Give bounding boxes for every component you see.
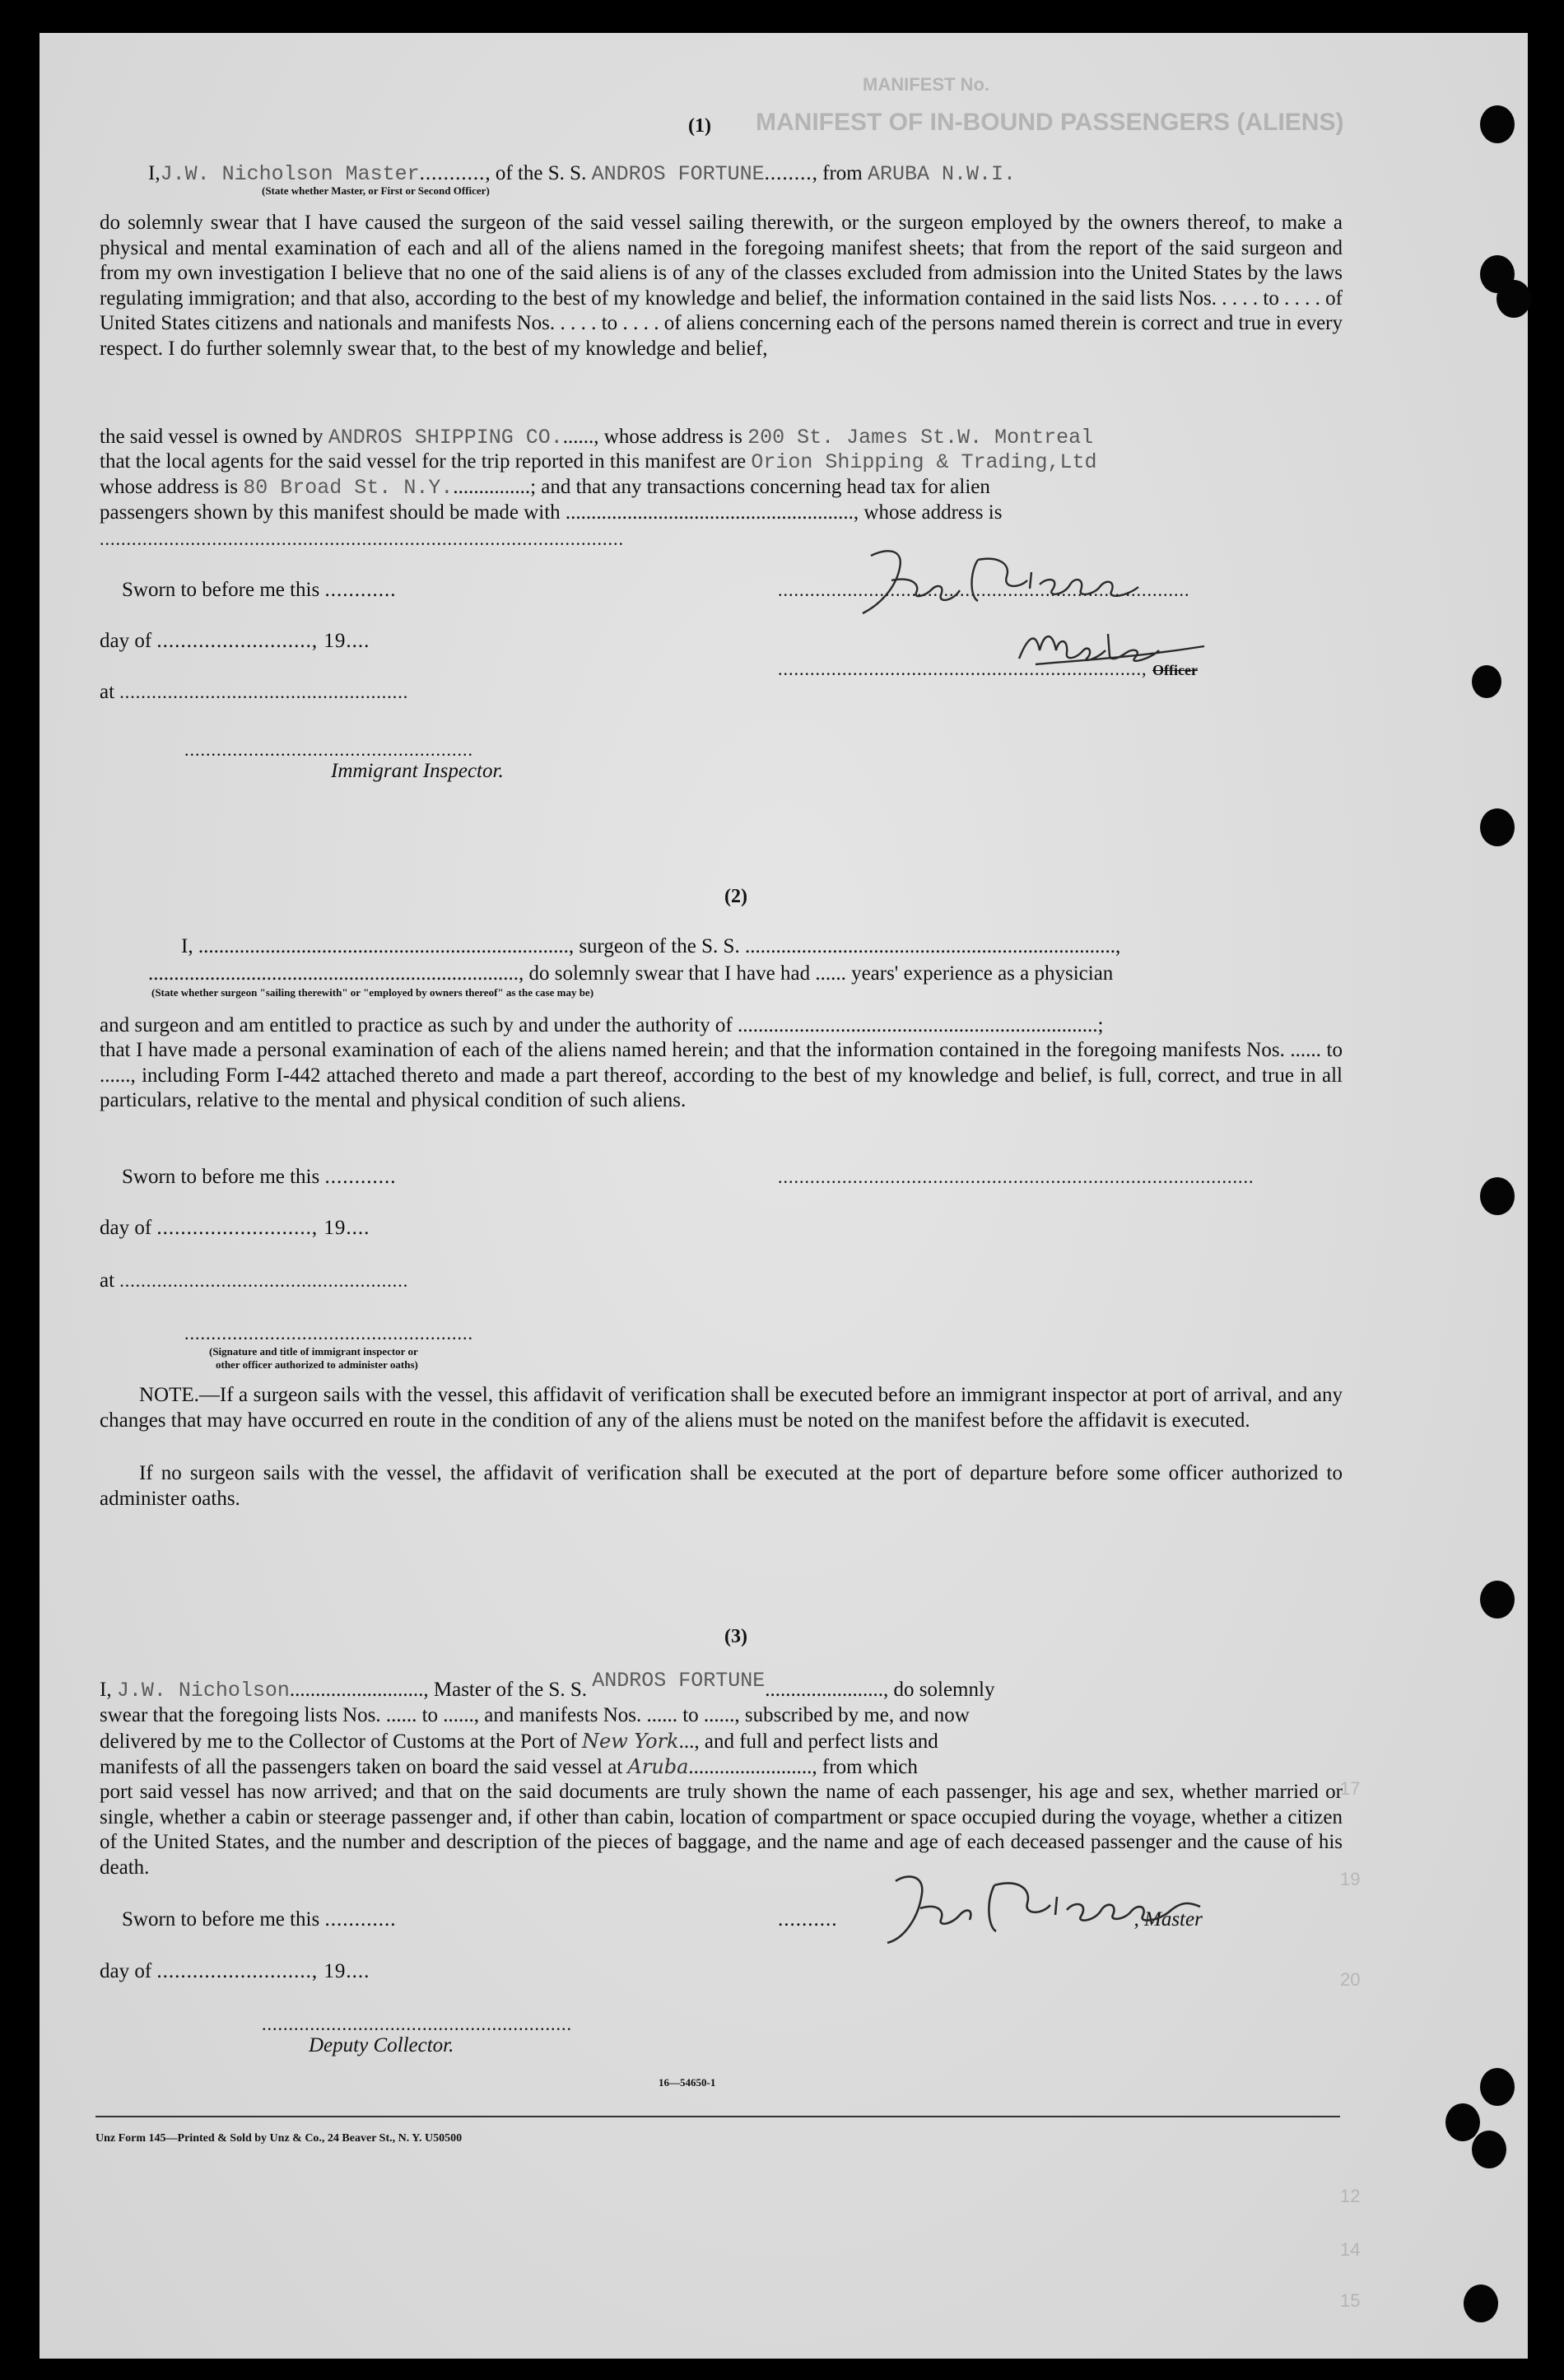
- punch-hole: [1480, 1177, 1515, 1215]
- inspector-caption-1: (Signature and title of immigrant inspector or: [209, 1345, 418, 1358]
- day-of-label: day of: [100, 630, 152, 652]
- from-place: ARUBA N.W.I.: [867, 162, 1017, 186]
- section-3-intro-line: [100, 1669, 995, 1703]
- dots: ...........: [419, 162, 486, 184]
- inspector-dots-2: ......................................................: [184, 1323, 473, 1344]
- sworn-label: Sworn to before me this: [122, 579, 320, 601]
- embark-label: manifests of all the passengers taken on board the said vessel at: [100, 1756, 623, 1778]
- surgeon-line-3: and surgeon and am entitled to practice as such by and under the authority of ......................................................................;: [100, 1014, 1104, 1036]
- day-of-label: day of: [100, 1217, 152, 1239]
- section-2-number: (2): [724, 886, 747, 907]
- note-label: NOTE.: [139, 1384, 199, 1406]
- document-page: [40, 33, 1528, 2359]
- master-signature: [854, 539, 1200, 622]
- note-paragraph: [100, 1383, 1343, 1433]
- sworn-label: Sworn to before me this: [122, 1166, 320, 1188]
- punch-hole: [1472, 2131, 1506, 2168]
- port-label: delivered by me to the Collector of Customs at the Port of: [100, 1730, 577, 1753]
- agents-name: Orion Shipping & Trading,Ltd: [751, 450, 1097, 474]
- address-label: whose address is: [100, 476, 239, 498]
- dots: .........................., 19....: [156, 630, 370, 652]
- section-3-number: (3): [724, 1626, 747, 1647]
- owner-address: 200 St. James St.W. Montreal: [747, 426, 1094, 449]
- ship-name-3: ANDROS FORTUNE: [592, 1669, 766, 1693]
- intro-text: I,: [148, 162, 161, 184]
- master-name-3: J.W. Nicholson: [116, 1679, 290, 1702]
- at-label: at: [100, 681, 115, 703]
- inspector-caption-2: other officer authorized to administer oaths): [216, 1358, 418, 1371]
- collector-title: Deputy Collector.: [309, 2034, 454, 2056]
- from-text: , from: [812, 162, 863, 184]
- punch-hole: [1464, 2285, 1498, 2322]
- section-3-body: port said vessel has now arrived; and that on the said documents are truly shown the name of each passenger, his age and sex, whether married or single, whether a cabin or steerage passenger and, if other than cabin, location of compartment or space occupied during the voyage, whether a citizen of the United States, and the number and description of the pieces of baggage, and the name and age of each deceased passenger and the cause of his death.: [100, 1781, 1343, 1879]
- line-4-post: ........................, from which: [688, 1756, 918, 1778]
- dots: ............: [324, 1908, 397, 1931]
- bleed-through-text: MANIFEST OF IN-BOUND PASSENGERS (ALIENS): [756, 109, 1344, 136]
- margin-number: 14: [1340, 2239, 1361, 2260]
- dots: .........................., 19....: [156, 1217, 370, 1239]
- owner-name: ANDROS SHIPPING CO.: [328, 426, 563, 449]
- master-signature-3: [863, 1861, 1258, 1955]
- punch-hole: [1445, 2103, 1480, 2141]
- dots: ....................................................................,: [778, 659, 1152, 679]
- dots: ............: [324, 579, 397, 601]
- section-1-number: (1): [688, 115, 711, 137]
- section-1-body: do solemnly swear that I have caused the surgeon of the said vessel sailing therewith, or the surgeon employed by the owners thereof, to make a physical and mental examination of each and all of the aliens named in the foregoing manifest sheets; that from the report of the said surgeon and from my own investigation I believe that no one of the said aliens is of any of the classes excluded from admission into the United States by the laws regulating immigration; and that also, according to the best of my knowledge and belief, the information contained in the said lists Nos. . . . . to . . . . of United States citizens and nationals and manifests Nos. . . . . to . . . . of aliens concerning each of the persons named therein is correct and true in every respect. I do further solemnly swear that, to the best of my knowledge and belief,: [100, 212, 1343, 360]
- master-label: , Master: [1133, 1908, 1203, 1931]
- officer-word: Officer: [1152, 662, 1198, 678]
- note-text: —If a surgeon sails with the vessel, this affidavit of verification shall be executed before an immigrant inspector at port of arrival, and any changes that may have occurred en route in the condition of any of the aliens must be noted on the manifest before the affidavit is executed.: [100, 1384, 1343, 1432]
- day-of-line: [100, 629, 370, 654]
- dots: ..........: [778, 1908, 838, 1931]
- day-of-line-2: [100, 1216, 370, 1241]
- sworn-line: [122, 578, 396, 603]
- sworn-label: Sworn to before me this: [122, 1908, 320, 1931]
- intro-text: I,: [100, 1679, 112, 1701]
- agent-address-line: [100, 475, 990, 501]
- collector-dots: ..........................................................: [262, 2014, 572, 2034]
- master-name: J.W. Nicholson Master: [160, 162, 420, 186]
- surgeon-caption: (State whether surgeon "sailing therewith" or "employed by owners thereof" as the case may be): [151, 986, 594, 999]
- trail-dots: ..................................................................................................: [100, 529, 624, 549]
- agents-line: [100, 449, 1096, 475]
- section-3-line-2: swear that the foregoing lists Nos. ...... to ......, and manifests Nos. ...... to ......, subscribed by me, and now: [100, 1704, 970, 1726]
- dots: ......................................................: [119, 682, 409, 702]
- surgeon-signature-line: .........................................................................................: [778, 1167, 1254, 1187]
- port-handwritten: New York: [582, 1730, 679, 1753]
- section-2-body: that I have made a personal examination of each of the aliens named herein; and that the information contained in the foregoing manifests Nos. ...... to ......, including Form I-442 attached thereto and made a part thereof, according to the best of my knowledge and belief, is full, correct, and true in all particulars, relative to the mental and physical condition of such aliens.: [100, 1039, 1343, 1111]
- day-of-line-3: [100, 1959, 370, 1984]
- ship-name: ANDROS FORTUNE: [591, 162, 765, 186]
- embark-port-handwritten: Aruba: [627, 1755, 689, 1778]
- punch-hole: [1472, 665, 1501, 698]
- margin-number: 15: [1340, 2290, 1361, 2311]
- note-paragraph-2: If no surgeon sails with the vessel, the affidavit of verification shall be executed at the port of departure before some officer authorized to administer oaths.: [100, 1462, 1343, 1510]
- officer-signature-line: [778, 657, 1198, 682]
- line-3-post: ..., and full and perfect lists and: [678, 1730, 938, 1753]
- punch-hole: [1480, 2068, 1515, 2106]
- form-code: 16—54650-1: [659, 2076, 716, 2089]
- head-tax-text: ...............; and that any transactions concerning head tax for alien: [453, 476, 990, 498]
- at-line: [100, 680, 408, 705]
- dots: ........: [764, 162, 812, 184]
- punch-hole: [1497, 280, 1531, 318]
- punch-hole: [1480, 808, 1515, 846]
- dots: ......................................................: [119, 1270, 409, 1291]
- owner-line: [100, 425, 1093, 450]
- margin-number: 12: [1340, 2186, 1361, 2206]
- at-line-2: [100, 1269, 408, 1293]
- at-label: at: [100, 1269, 115, 1292]
- agents-label: that the local agents for the said vessel for the trip reported in this manifest are: [100, 450, 747, 473]
- passengers-line: passengers shown by this manifest should be made with ........................................................, whose address is: [100, 501, 1003, 524]
- footer-imprint: Unz Form 145—Printed & Sold by Unz & Co., 24 Beaver St., N. Y. U50500: [95, 2132, 463, 2145]
- inspector-dots: ......................................................: [184, 739, 473, 760]
- dots: .........................., 19....: [156, 1960, 370, 1982]
- owner-mid: ......, whose address is: [562, 426, 742, 448]
- section-3-line-4: [100, 1754, 918, 1780]
- inspector-title: Immigrant Inspector.: [331, 760, 504, 782]
- surgeon-line-2: ........................................................................, do solemnly swear that I have had ...... years' experience as a physician: [148, 962, 1114, 985]
- owned-label: the said vessel is owned by: [100, 426, 324, 448]
- sworn-line-2: [122, 1165, 396, 1190]
- name-dots: .........................., Master of the S. S.: [289, 1679, 587, 1701]
- punch-hole: [1480, 1581, 1515, 1618]
- surgeon-line-1: I, ........................................................................, surgeon of the S. S. ........................................................................,: [181, 935, 1121, 957]
- day-of-label: day of: [100, 1960, 152, 1982]
- of-ss-text: , of the S. S.: [485, 162, 587, 184]
- section-3-line-3: [100, 1729, 938, 1754]
- dots: ............: [324, 1166, 397, 1188]
- margin-number: 19: [1340, 1869, 1361, 1889]
- bleed-through-text: MANIFEST No.: [863, 74, 989, 95]
- margin-number: 20: [1340, 1969, 1361, 1990]
- signature-line: .............................................................................: [778, 580, 1190, 600]
- footer-rule: [95, 2116, 1340, 2117]
- ship-dots: ......................., do solemnly: [765, 1679, 995, 1701]
- sworn-line-3: [122, 1907, 396, 1932]
- section-1-intro-line: [148, 161, 1016, 187]
- officer-caption: (State whether Master, or First or Second Officer): [262, 184, 490, 197]
- margin-number: 17: [1340, 1778, 1361, 1799]
- agent-address: 80 Broad St. N.Y.: [243, 476, 454, 500]
- punch-hole: [1480, 105, 1515, 143]
